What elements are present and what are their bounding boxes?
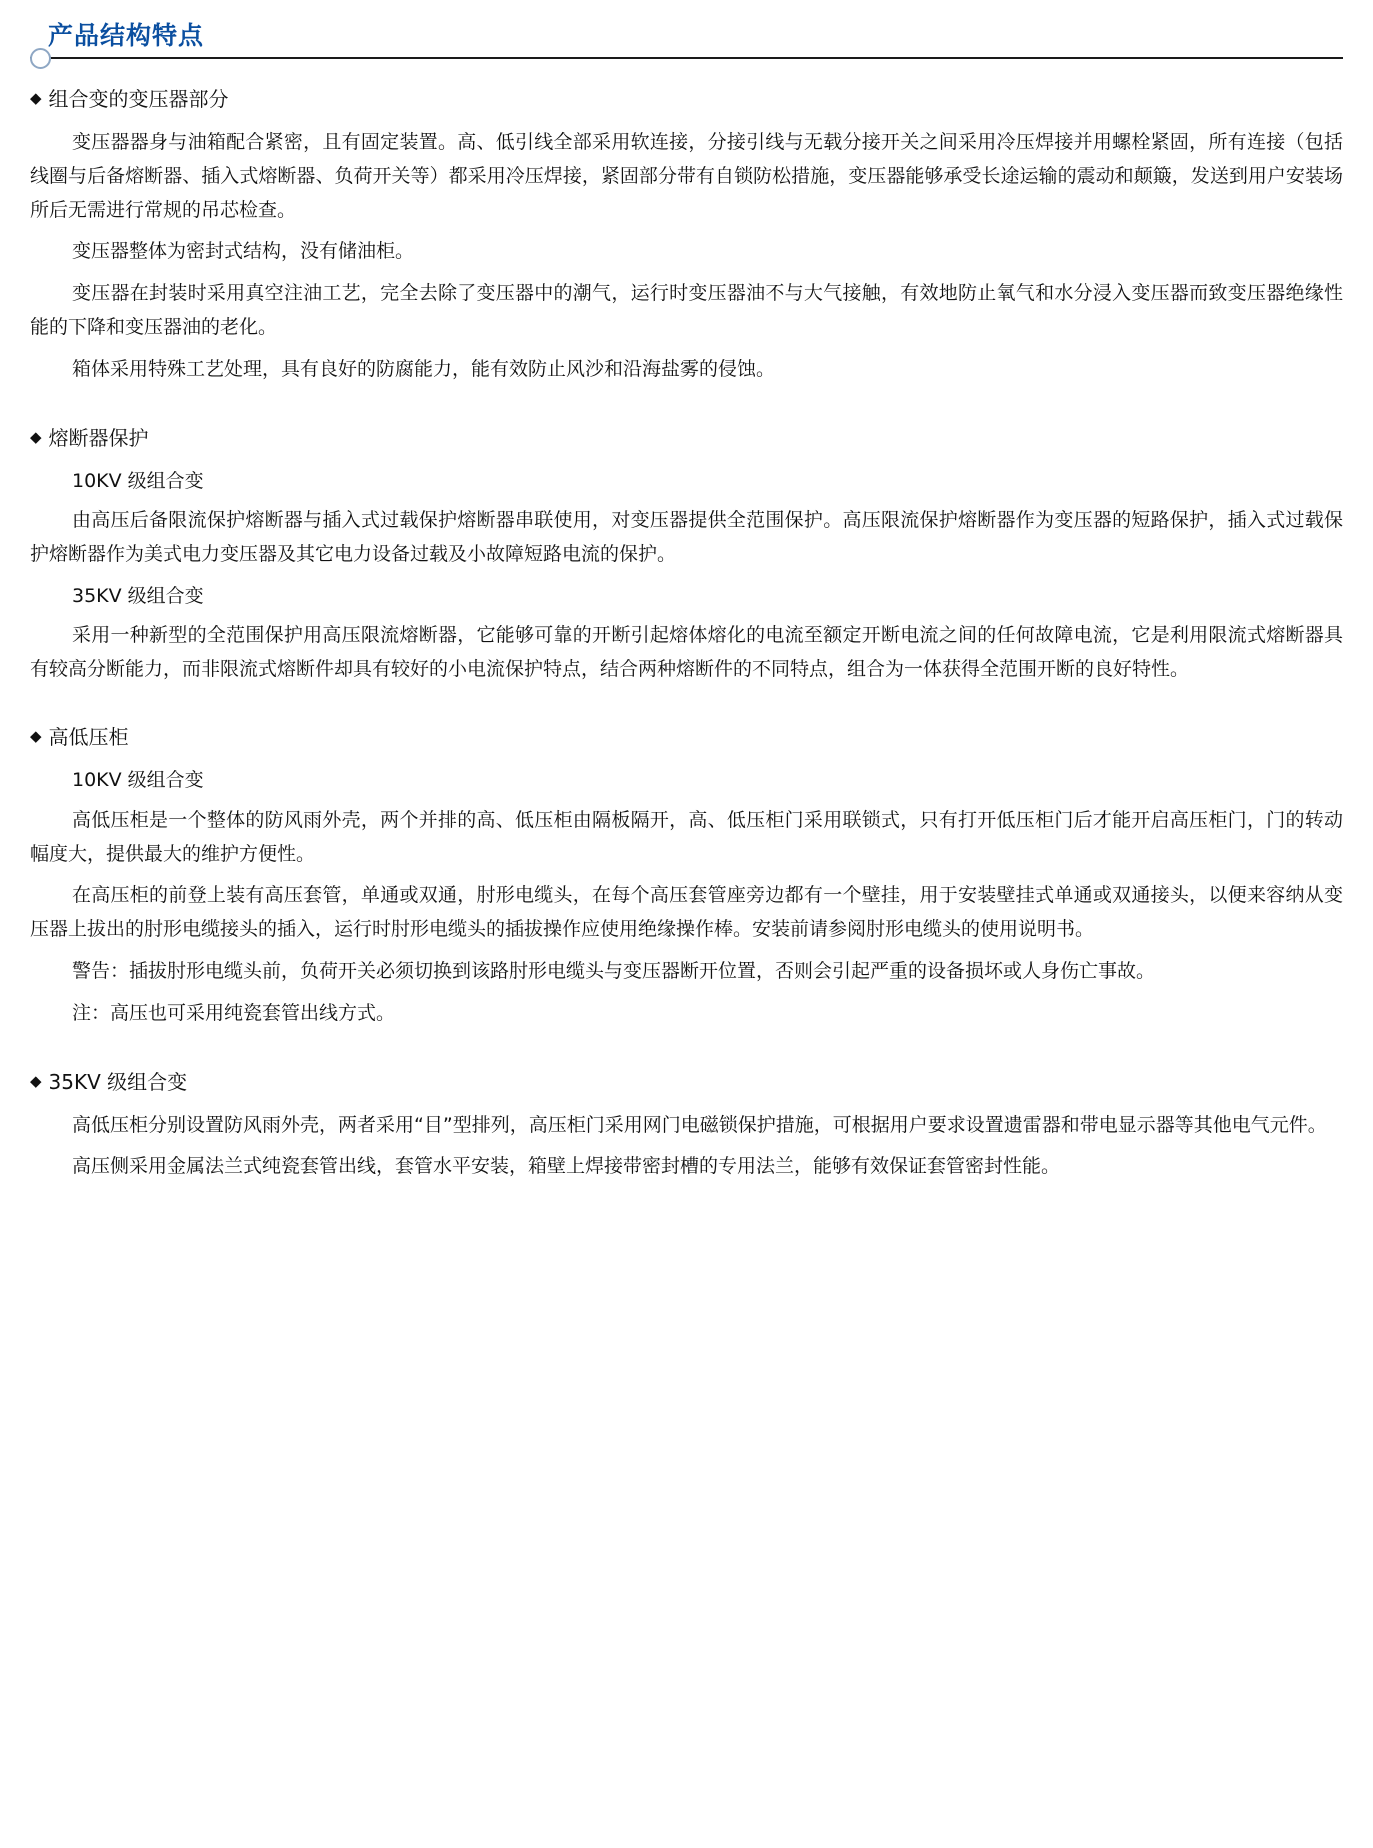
warning-paragraph: 警告：插拔肘形电缆头前，负荷开关必须切换到该路肘形电缆头与变压器断开位置，否则会引起严重的设备损坏或人身伤亡事故。 <box>72 959 1156 982</box>
section-title: 高低压柜 <box>48 725 129 750</box>
paragraph: 高低压柜是一个整体的防风雨外壳，两个并排的高、低压柜由隔板隔开，高、低压柜门采用联锁式，只有打开低压柜门后才能开启高压柜门，门的转动幅度大，提供最大的维护方便性。 <box>30 808 1343 865</box>
diamond-icon: ◆ <box>30 427 42 446</box>
section-35kv-combined <box>30 1067 1343 1185</box>
paragraph: 箱体采用特殊工艺处理，具有良好的防腐能力，能有效防止风沙和沿海盐雾的侵蚀。 <box>72 357 776 380</box>
section-title: 熔断器保护 <box>48 425 149 450</box>
diamond-icon: ◆ <box>30 89 42 107</box>
section-title: 组合变的变压器部分 <box>48 87 229 111</box>
paragraph: 变压器整体为密封式结构，没有储油柜。 <box>72 240 415 263</box>
section-heading <box>30 1067 1343 1097</box>
paragraph: 变压器器身与油箱配合紧密，且有固定装置。高、低引线全部采用软连接，分接引线与无载分接开关之间采用冷压焊接并用螺栓紧固，所有连接（包括线圈与后备熔断器、插入式熔断器、负荷开关等）都采用冷压焊接，紧固部分带有自锁防松措施，变压器能够承受长途运输的震动和颠簸，发送到用户安装场所后无需进行常规的吊芯检查。 <box>30 131 1343 221</box>
section-transformer-part <box>30 84 1343 387</box>
paragraph: 在高压柜的前登上装有高压套管，单通或双通，肘形电缆头，在每个高压套管座旁边都有一个壁挂，用于安装壁挂式单通或双通接头，以便来容纳从变压器上拔出的肘形电缆接头的插入，运行时肘形电缆头的插拔操作应使用绝缘操作棒。安装前请参阅肘形电缆头的使用说明书。 <box>30 884 1343 941</box>
note-paragraph: 注：高压也可采用纯瓷套管出线方式。 <box>72 1001 396 1024</box>
sub-label: 10KV 级组合变 <box>72 769 204 792</box>
section-title: 35KV 级组合变 <box>48 1069 188 1094</box>
section-hv-lv-cabinet <box>30 722 1343 1030</box>
section-heading <box>30 84 1343 114</box>
diamond-icon: ◆ <box>30 727 42 746</box>
sub-label: 35KV 级组合变 <box>72 584 204 607</box>
section-heading <box>30 722 1343 752</box>
document-body <box>30 62 1343 1184</box>
header-divider <box>30 57 1343 59</box>
section-fuse-protection <box>30 423 1343 687</box>
diamond-icon: ◆ <box>30 1071 42 1090</box>
document-header <box>30 0 1343 62</box>
paragraph: 由高压后备限流保护熔断器与插入式过载保护熔断器串联使用，对变压器提供全范围保护。高压限流保护熔断器作为变压器的短路保护，插入式过载保护熔断器作为美式电力变压器及其它电力设备过载及小故障短路电流的保护。 <box>30 508 1343 565</box>
paragraph: 高压侧采用金属法兰式纯瓷套管出线，套管水平安装，箱壁上焊接带密封槽的专用法兰，能够有效保证套管密封性能。 <box>72 1155 1061 1178</box>
page-title: 产品结构特点 <box>48 21 205 50</box>
ring-icon <box>30 48 51 69</box>
paragraph: 高低压柜分别设置防风雨外壳，两者采用“目”型排列，高压柜门采用网门电磁锁保护措施，可根据用户要求设置遗雷器和带电显示器等其他电气元件。 <box>72 1113 1327 1136</box>
paragraph: 变压器在封装时采用真空注油工艺，完全去除了变压器中的潮气，运行时变压器油不与大气接触，有效地防止氧气和水分浸入变压器而致变压器绝缘性能的下降和变压器油的老化。 <box>30 282 1343 339</box>
paragraph: 采用一种新型的全范围保护用高压限流熔断器，它能够可靠的开断引起熔体熔化的电流至额定开断电流之间的任何故障电流，它是利用限流式熔断器具有较高分断能力，而非限流式熔断件却具有较好的小电流保护特点，结合两种熔断件的不同特点，组合为一体获得全范围开断的良好特性。 <box>30 623 1343 680</box>
section-heading <box>30 423 1343 453</box>
sub-label: 10KV 级组合变 <box>72 469 204 492</box>
